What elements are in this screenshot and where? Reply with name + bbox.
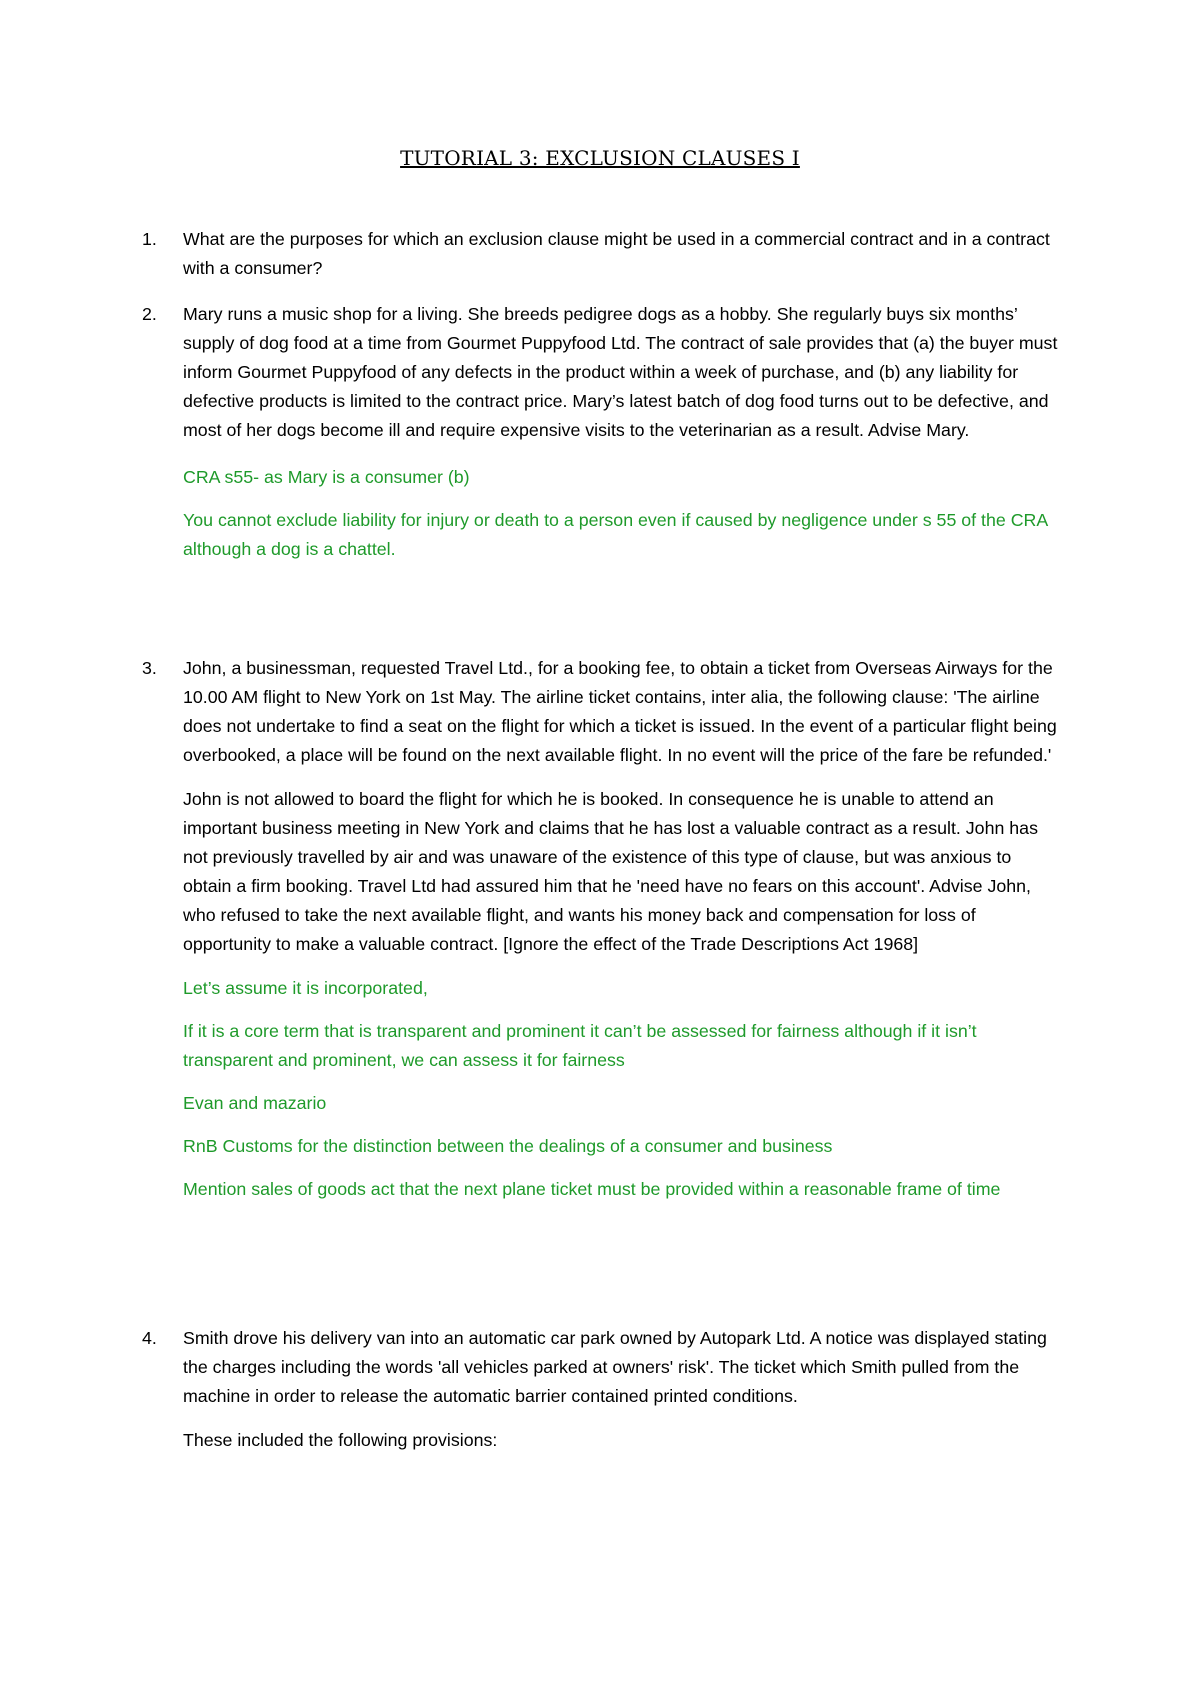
question-1 [142,225,1063,283]
page-title: TUTORIAL 3: EXCLUSION CLAUSES I [400,146,800,170]
question-text: John, a businessman, requested Travel Ltd., for a booking fee, to obtain a ticket from Overseas Airways for the 10.00 AM flight to New York on 1st May. The airline ticket contains, inter alia, the following clause: 'The airline does not undertake to find a seat on the flight for which a ticket is issued. In the event of a particular flight being overbooked, a place will be found on the next available flight. In no event will the price of the fare be refunded.' [183,658,1057,765]
question-4 [142,1324,1063,1455]
answer-note: Evan and mazario [183,1093,327,1113]
answer-note: Let’s assume it is incorporated, [183,978,428,998]
answer-note: CRA s55- as Mary is a consumer (b) [183,467,470,487]
question-text: What are the purposes for which an exclusion clause might be used in a commercial contract and in a contract with a consumer? [183,229,1050,278]
question-number: 1. [142,229,157,249]
question-number: 4. [142,1328,157,1348]
answer-note: If it is a core term that is transparent and prominent it can’t be assessed for fairness although if it isn’t transparent and prominent, we can assess it for fairness [183,1021,977,1070]
question-3 [142,654,1063,1204]
question-text-continued: These included the following provisions: [183,1430,498,1450]
question-text-continued: John is not allowed to board the flight for which he is booked. In consequence he is unable to attend an important business meeting in New York and claims that he has lost a valuable contract as a result. John has not previously travelled by air and was unaware of the existence of this type of clause, but was anxious to obtain a firm booking. Travel Ltd had assured him that he 'need have no fears on this account'. Advise John, who refused to take the next available flight, and wants his money back and compensation for loss of opportunity to make a valuable contract. [Ignore the effect of the Trade Descriptions Act 1968] [183,789,1038,954]
question-number: 2. [142,304,157,324]
question-2 [142,300,1063,564]
answer-note: Mention sales of goods act that the next plane ticket must be provided within a reasonable frame of time [183,1179,1001,1199]
answer-note: RnB Customs for the distinction between the dealings of a consumer and business [183,1136,833,1156]
answer-note: You cannot exclude liability for injury or death to a person even if caused by negligence under s 55 of the CRA although a dog is a chattel. [183,510,1048,559]
question-text: Mary runs a music shop for a living. She breeds pedigree dogs as a hobby. She regularly buys six months’ supply of dog food at a time from Gourmet Puppyfood Ltd. The contract of sale provides that (a) the buyer must inform Gourmet Puppyfood of any defects in the product within a week of purchase, and (b) any liability for defective products is limited to the contract price. Mary’s latest batch of dog food turns out to be defective, and most of her dogs become ill and require expensive visits to the veterinarian as a result. Advise Mary. [183,304,1058,440]
question-number: 3. [142,658,157,678]
question-text: Smith drove his delivery van into an automatic car park owned by Autopark Ltd. A notice was displayed stating the charges including the words 'all vehicles parked at owners' risk'. The ticket which Smith pulled from the machine in order to release the automatic barrier contained printed conditions. [183,1328,1047,1406]
